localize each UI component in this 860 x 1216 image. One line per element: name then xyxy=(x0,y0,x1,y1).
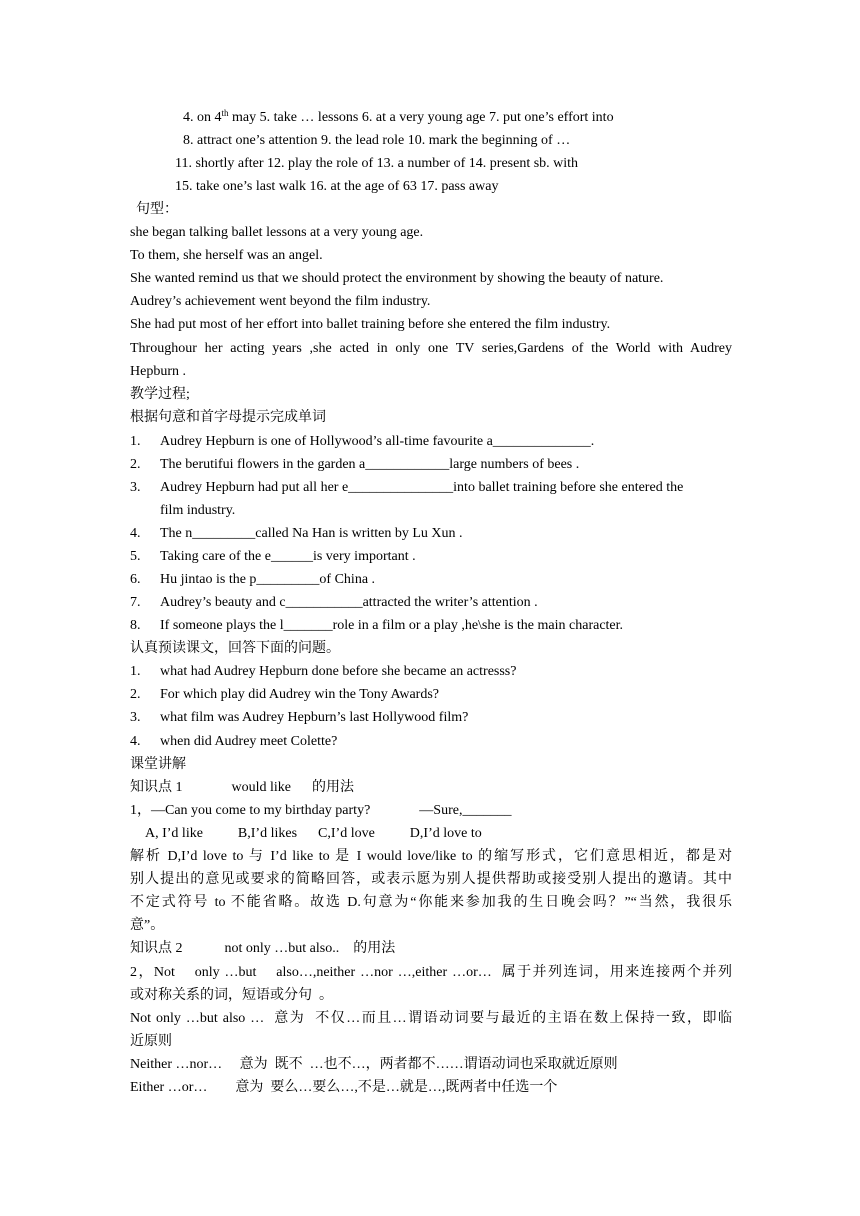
point-2-line-5: Neither …nor… 意为 既不 …也不…，两者都不……谓语动词也采取就近原则 xyxy=(130,1057,618,1072)
item-number: 3. xyxy=(130,480,141,495)
item-text: For which play did Audrey win the Tony Awards? xyxy=(160,687,439,702)
sentence-1: she began talking ballet lessons at a very young age. xyxy=(130,225,424,240)
point-2-line-1: 2，Not only …but also…,neither …nor …,either …or… 属于并列连词，用来连接两个并列 xyxy=(130,965,732,980)
item-number: 2. xyxy=(130,457,141,472)
item-text: what had Audrey Hepburn done before she became an actresss? xyxy=(160,664,517,679)
phrase-line-4: 15. take one’s last walk 16. at the age of 63 17. pass away xyxy=(175,179,499,194)
sentence-2: To them, she herself was an angel. xyxy=(130,248,323,263)
item-text: Hu jintao is the p_________of China . xyxy=(160,572,376,587)
item-number: 4. xyxy=(130,526,141,541)
item-number: 3. xyxy=(130,710,141,725)
item-text: Audrey Hepburn is one of Hollywood’s all-time favourite a______________. xyxy=(160,434,595,449)
sentence-6-cont: Hepburn . xyxy=(130,364,186,379)
item-text: The n_________called Na Han is written by Lu Xun . xyxy=(160,526,463,541)
item-text: what film was Audrey Hepburn’s last Hollywood film? xyxy=(160,710,469,725)
sentence-5: She had put most of her effort into ballet training before she entered the film industry. xyxy=(130,317,611,332)
point-2-line-4: 近原则 xyxy=(130,1034,172,1049)
item-number: 6. xyxy=(130,572,141,587)
item-number: 1. xyxy=(130,664,141,679)
analysis-line-4: 意”。 xyxy=(130,918,165,933)
question-1: 1，—Can you come to my birthday party? —Sure,_______ xyxy=(130,803,512,818)
analysis-line-3: 不定式符号 to 不能省略。故选 D.句意为“你能来参加我的生日晚会吗？”“当然，我很乐 xyxy=(130,895,732,910)
sentence-6: Throughour her acting years ,she acted in only one TV series,Gardens of the World with Audrey xyxy=(130,341,732,356)
lecture-heading: 课堂讲解 xyxy=(130,757,186,772)
superscript: th xyxy=(221,108,229,118)
item-number: 4. xyxy=(130,734,141,749)
item-text-cont: film industry. xyxy=(160,503,236,518)
item-number: 1. xyxy=(130,434,141,449)
item-number: 2. xyxy=(130,687,141,702)
phrase-line-1 xyxy=(183,106,614,129)
item-number: 5. xyxy=(130,549,141,564)
item-text: The berutifui flowers in the garden a____________large numbers of bees . xyxy=(160,457,580,472)
point-2-line-6: Either …or… 意为 要么…要么…,不是…就是…,既两者中任选一个 xyxy=(130,1080,558,1095)
item-text: when did Audrey meet Colette? xyxy=(160,734,338,749)
point-1-title: 知识点 1 would like 的用法 xyxy=(130,780,354,795)
reading-heading: 认真预读课文，回答下面的问题。 xyxy=(130,641,340,656)
analysis-line-2: 别人提出的意见或要求的简略回答，或表示愿为别人提供帮助或接受别人提出的邀请。其中 xyxy=(130,872,732,887)
point-2-title: 知识点 2 not only …but also.. 的用法 xyxy=(130,941,396,956)
item-text: If someone plays the l_______role in a film or a play ,he\she is the main character. xyxy=(160,618,624,633)
point-2-line-3: Not only …but also … 意为 不仅…而且…谓语动词要与最近的主语在数上保持一致，即临 xyxy=(130,1011,732,1026)
sentence-heading: 句型： xyxy=(136,202,178,217)
phrase-text: 4. on 4 xyxy=(183,110,222,125)
phrase-text: may 5. take … lessons 6. at a very young age 7. put one’s effort into xyxy=(228,110,614,125)
point-2-line-2: 或对称关系的词，短语或分句 。 xyxy=(130,988,333,1003)
sentence-3: She wanted remind us that we should protect the environment by showing the beauty of nature. xyxy=(130,271,664,286)
analysis-line-1: 解析 D,I’d love to 与 I’d like to 是 I would love/like to 的缩写形式，它们意思相近，都是对 xyxy=(130,849,732,864)
question-1-options: A, I’d like B,I’d likes C,I’d love D,I’d love to xyxy=(145,826,482,841)
sentence-4: Audrey’s achievement went beyond the film industry. xyxy=(130,294,431,309)
item-number: 7. xyxy=(130,595,141,610)
item-text: Audrey’s beauty and c___________attracted the writer’s attention . xyxy=(160,595,538,610)
item-number: 8. xyxy=(130,618,141,633)
process-heading: 教学过程; xyxy=(130,387,190,402)
item-text: Audrey Hepburn had put all her e_______________into ballet training before she entered the xyxy=(160,480,684,495)
item-text: Taking care of the e______is very important . xyxy=(160,549,416,564)
phrase-line-2: 8. attract one’s attention 9. the lead role 10. mark the beginning of … xyxy=(183,133,571,148)
task-instruction: 根据句意和首字母提示完成单词 xyxy=(130,410,326,425)
phrase-line-3: 11. shortly after 12. play the role of 13. a number of 14. present sb. with xyxy=(175,156,579,171)
